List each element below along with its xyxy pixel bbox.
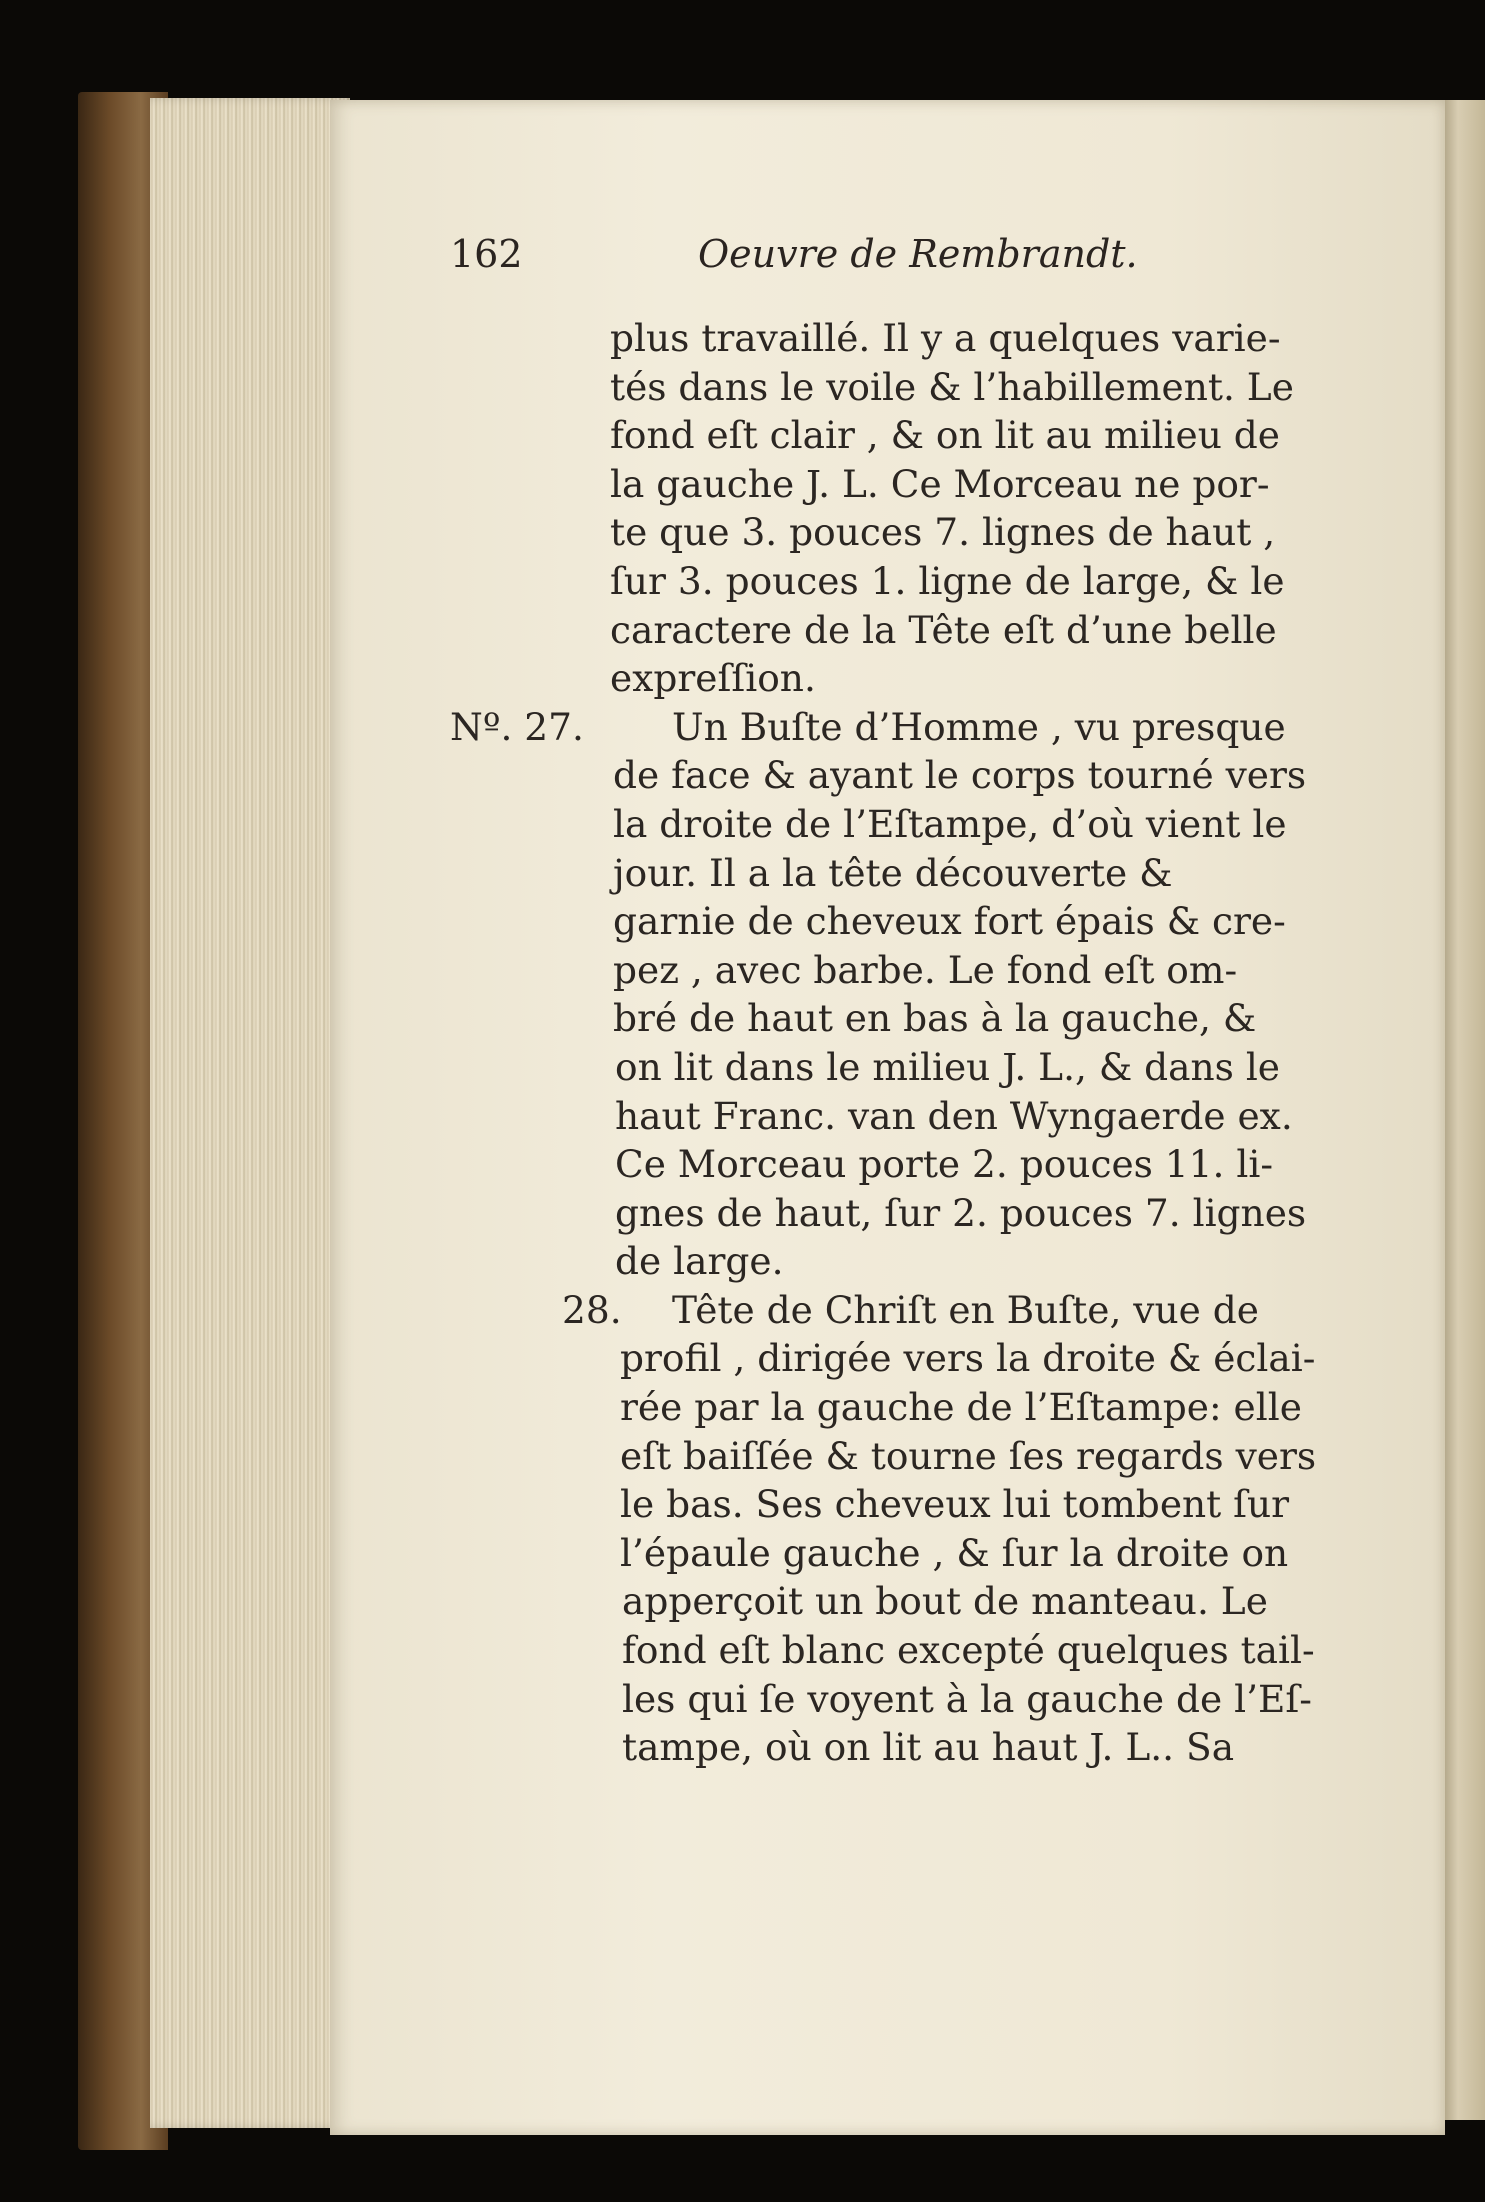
line-text: expreſſion. (610, 656, 816, 701)
text-line (450, 1675, 1350, 1724)
line-text: profil , dirigée vers la droite & éclai- (620, 1336, 1316, 1381)
line-text: caractere de la Tête eſt d’une belle (610, 607, 1277, 652)
line-text: de face & ayant le corps tourné vers (613, 753, 1307, 798)
text-line (450, 1237, 1350, 1286)
text-line (450, 363, 1350, 412)
text-line (450, 994, 1350, 1043)
line-text: Un Buſte d’Homme , vu presque (672, 704, 1286, 749)
text-line (450, 1334, 1350, 1383)
text-line (450, 1189, 1350, 1238)
text-line (450, 800, 1350, 849)
line-text: pez , avec barbe. Le fond eſt om- (613, 947, 1238, 992)
page-header (450, 232, 1350, 292)
page-number: 162 (450, 232, 523, 276)
line-text: le bas. Ses cheveux lui tombent ſur (620, 1482, 1290, 1527)
text-line (450, 897, 1350, 946)
line-text: tampe, où on lit au haut J. L.. Sa (622, 1725, 1235, 1770)
text-line (450, 1480, 1350, 1529)
body-text (450, 314, 1350, 1772)
line-text: jour. Il a la tête découverte & (613, 850, 1173, 895)
text-line (450, 460, 1350, 509)
text-line (450, 654, 1350, 703)
line-text: apperçoit un bout de manteau. Le (622, 1579, 1268, 1624)
text-line (450, 508, 1350, 557)
line-text: haut Franc. van den Wyngaerde ex. (615, 1093, 1293, 1138)
line-text: Ce Morceau porte 2. pouces 11. li- (615, 1142, 1274, 1187)
line-text: tés dans le voile & l’habillement. Le (610, 364, 1294, 409)
page-edges (150, 98, 350, 2128)
line-text: bré de haut en bas à la gauche, & (613, 996, 1257, 1041)
line-text: plus travaillé. Il y a quelques varie- (610, 316, 1281, 360)
line-text: te que 3. pouces 7. lignes de haut , (610, 510, 1276, 555)
text-line (450, 1140, 1350, 1189)
line-text: on lit dans le milieu J. L., & dans le (615, 1044, 1281, 1089)
running-title: Oeuvre de Rembrandt. (698, 232, 1138, 276)
line-text: ſur 3. pouces 1. ligne de large, & le (610, 558, 1285, 603)
text-line (450, 1432, 1350, 1481)
text-line (450, 314, 1350, 363)
text-line (450, 703, 1350, 752)
line-text: gnes de haut, ſur 2. pouces 7. lignes (615, 1190, 1307, 1235)
text-line (450, 1092, 1350, 1141)
text-line (450, 1626, 1350, 1675)
text-line (450, 1383, 1350, 1432)
line-text: la droite de l’Eſtampe, d’où vient le (613, 801, 1287, 846)
line-text: fond eſt clair , & on lit au milieu de (610, 413, 1280, 458)
line-text: la gauche J. L. Ce Morceau ne por- (610, 461, 1270, 506)
text-line (450, 946, 1350, 995)
line-text: rée par la gauche de l’Eſtampe: elle (620, 1385, 1302, 1430)
text-line (450, 1577, 1350, 1626)
text-line (450, 751, 1350, 800)
text-line (450, 1529, 1350, 1578)
facing-page-edge (1440, 100, 1485, 2120)
text-line (450, 849, 1350, 898)
entry-number-27: Nº. 27. (450, 704, 584, 749)
line-text: de large. (615, 1239, 784, 1284)
line-text: fond eſt blanc excepté quelques tail- (622, 1628, 1315, 1673)
line-text: eſt baiſſée & tourne ſes regards vers (620, 1433, 1317, 1478)
line-text: les qui ſe voyent à la gauche de l’Eſ- (622, 1676, 1312, 1721)
entry-number-28: 28. (562, 1287, 622, 1332)
text-line (450, 411, 1350, 460)
text-line (450, 1286, 1350, 1335)
line-text: garnie de cheveux fort épais & cre- (613, 899, 1286, 944)
text-line (450, 1043, 1350, 1092)
line-text: l’épaule gauche , & ſur la droite on (620, 1530, 1289, 1575)
text-line (450, 557, 1350, 606)
text-line (450, 606, 1350, 655)
text-line (450, 1723, 1350, 1772)
line-text: Tête de Chriſt en Buſte, vue de (672, 1287, 1259, 1332)
